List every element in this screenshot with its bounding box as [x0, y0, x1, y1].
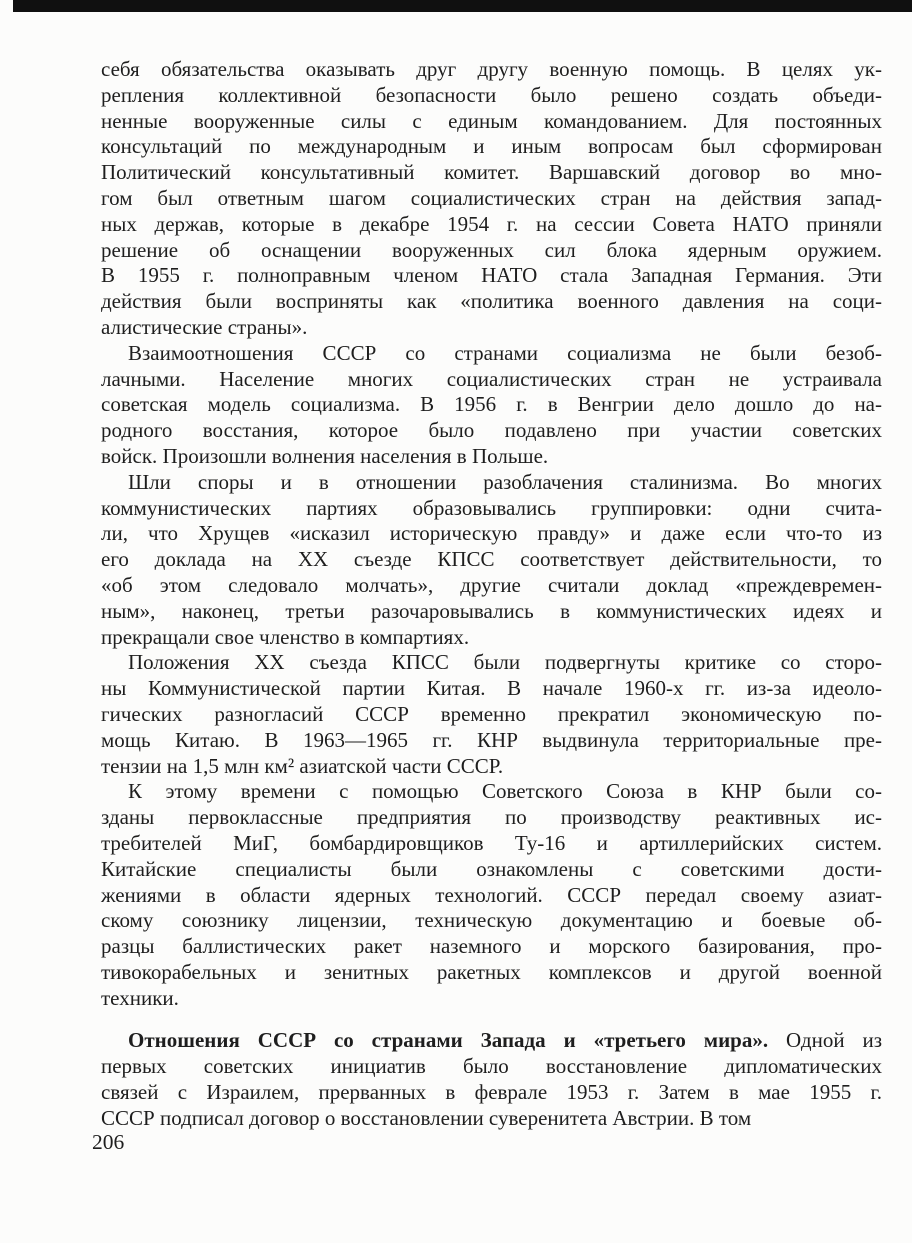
- text-line: ненные вооруженные силы с единым командованием. Для постоянных: [101, 108, 882, 133]
- text-line: советская модель социализма. В 1956 г. в Венгрии дело дошло до на-: [101, 392, 882, 417]
- text-line: его доклада на XX съезде КПСС соответствует действительности, то: [101, 547, 882, 572]
- text-line: войск. Произошли волнения населения в Польше.: [101, 443, 549, 468]
- text-line: ных держав, которые в декабре 1954 г. на сессии Совета НАТО приняли: [101, 211, 882, 236]
- text-line: СССР подписал договор о восстановлении суверенитета Австрии. В том: [101, 1105, 752, 1130]
- paragraph: [101, 341, 882, 470]
- text-line: Положения XX съезда КПСС были подвергнуты критике со сторо-: [128, 650, 882, 675]
- text-line: Отношения СССР со странами Запада и «третьего мира». Одной из: [128, 1028, 882, 1053]
- paragraph: [101, 779, 882, 1011]
- text-line: связей с Израилем, прерванных в феврале 1953 г. Затем в мае 1955 г.: [101, 1080, 882, 1105]
- text-line: коммунистических партиях образовывались группировки: одни счита-: [101, 495, 882, 520]
- text-line: техники.: [101, 985, 179, 1010]
- page-number: 206: [92, 1130, 125, 1154]
- text-line: В 1955 г. полноправным членом НАТО стала Западная Германия. Эти: [101, 263, 882, 288]
- text-line: решение об оснащении вооруженных сил блока ядерным оружием.: [101, 237, 882, 262]
- text-line: скому союзнику лицензии, техническую документацию и боевые об-: [101, 908, 882, 933]
- text-line: прекращали свое членство в компартиях.: [101, 624, 470, 649]
- text-line: требителей МиГ, бомбардировщиков Ту-16 и артиллерийских систем.: [101, 830, 882, 855]
- text-line: К этому времени с помощью Советского Союза в КНР были со-: [128, 779, 882, 804]
- paragraph: [101, 470, 882, 651]
- text-line: мощь Китаю. В 1963—1965 гг. КНР выдвинула территориальные пре-: [101, 727, 882, 752]
- paragraph: [101, 650, 882, 779]
- text-line: тензии на 1,5 млн км² азиатской части СССР.: [101, 753, 504, 778]
- paragraph-lead-bold: Отношения СССР со странами Запада и «третьего мира».: [128, 1028, 769, 1053]
- text-line: Китайские специалисты были ознакомлены с советскими дости-: [101, 856, 882, 881]
- text-line: ли, что Хрущев «исказил историческую правду» и даже если что-то из: [101, 521, 882, 546]
- text-line: первых советских инициатив было восстановление дипломатических: [101, 1054, 882, 1079]
- text-line: ным», наконец, третьи разочаровывались в коммунистических идеях и: [101, 598, 882, 623]
- text-line: себя обязательства оказывать друг другу военную помощь. В целях ук-: [101, 57, 882, 81]
- scan-edge-artifact: [13, 0, 912, 12]
- text-line: жениями в области ядерных технологий. СССР передал своему азиат-: [101, 882, 882, 907]
- text-line: родного восстания, которое было подавлено при участии советских: [101, 418, 882, 443]
- text-line: алистические страны».: [101, 314, 308, 339]
- text-line: лачными. Население многих социалистических стран не устраивала: [101, 366, 882, 391]
- text-line: тивокорабельных и зенитных ракетных комплексов и другой военной: [101, 959, 882, 984]
- text-line: Шли споры и в отношении разоблачения сталинизма. Во многих: [128, 469, 882, 494]
- page-text-block: [101, 57, 882, 1132]
- text-line: консультаций по международным и иным вопросам был сформирован: [101, 134, 882, 159]
- text-line: «об этом следовало молчать», другие считали доклад «преждевремен-: [101, 572, 882, 597]
- text-line: гических разногласий СССР временно прекратил экономическую по-: [101, 701, 882, 726]
- paragraph: [101, 57, 882, 341]
- text-line: ны Коммунистической партии Китая. В начале 1960-х гг. из-за идеоло-: [101, 676, 882, 701]
- text-line: Политический консультативный комитет. Варшавский договор во мно-: [101, 160, 882, 185]
- text-line: действия были восприняты как «политика военного давления на соци-: [101, 289, 882, 314]
- text-line: репления коллективной безопасности было решено создать объеди-: [101, 82, 882, 107]
- text-line: Взаимоотношения СССР со странами социализма не были безоб-: [128, 340, 882, 365]
- paragraph: [101, 1028, 882, 1131]
- text-line: разцы баллистических ракет наземного и морского базирования, про-: [101, 934, 882, 959]
- text-line: зданы первоклассные предприятия по производству реактивных ис-: [101, 805, 882, 830]
- text-line: гом был ответным шагом социалистических стран на действия запад-: [101, 185, 882, 210]
